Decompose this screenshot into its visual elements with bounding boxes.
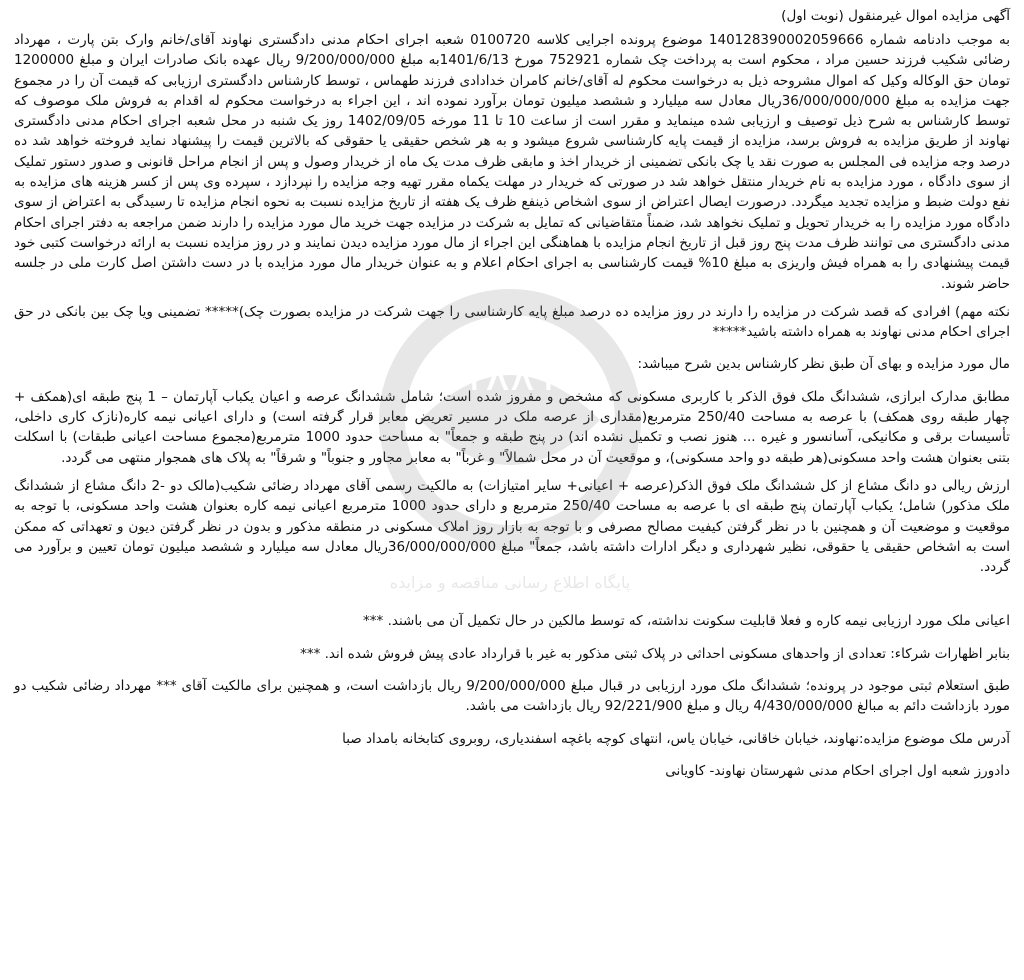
property-description-1: مطابق مدارک ابرازی، ششدانگ ملک فوق الذکر با کاربری مسکونی که مشخص و مفروز شده است؛ شامل ششدانگ عرصه و اعیان یکباب آپارتمان – 1 پنج طبقه ای(همکف + چهار طبقه روی همکف) با عرصه به مساحت 250/40 مترمربع(مقداری از عرصه ملک در مسیر تعریض معابر قرار گرفته است) و دارای اعیانی نیمه کاره(نازک کاری داخلی، تأسیسات برقی و مکانیکی، آسانسور و غیره ... هنوز نصب و تکمیل نشده اند) در پنج طبقه و جمعاً" به مساحت حدود 1000 مترمربع(مجموع مساحت اعیانی طبقات) با اسکلت بتنی بعنوان هشت واحد مسکونی(هر طبقه دو واحد مسکونی)، و موقعیت آن در محل شمالاً" و غرباً" به معابر مجاور و جنوباً" و شرقاً" به پلاک های همجوار منتهی می گردد.	[14, 388, 1010, 466]
note-registry: طبق استعلام ثبتی موجود در پرونده؛ ششدانگ ملک مورد ارزیابی در قبال مبلغ 9/200/000/000 ریال بازداشت است، و همچنین برای مالکیت آقای *** مهرداد رضائی شکیب دو مورد بازداشت دائم به مبالغ 4/430/000/000 ریال و مبلغ 92/221/900 ریال بازداشت می باشد.	[14, 678, 1010, 715]
note-partners: بنابر اظهارات شرکاء: تعدادی از واحدهای مسکونی احداثی در پلاک ثبتی مذکور به غیر با قرارداد عادی پیش فروش شده اند. ***	[300, 645, 1010, 662]
subject-heading: مال مورد مزایده و بهای آن طبق نظر کارشناس بدین شرح میباشد:	[637, 356, 1010, 373]
property-address: آدرس ملک موضوع مزایده:نهاوند، خیابان خاقانی، خیابان یاس، انتهای کوچه باغچه اسفندیاری، روبروی کتابخانه بامداد صبا	[342, 730, 1010, 747]
property-description-2: ارزش ریالی دو دانگ مشاع از کل ششدانگ ملک فوق الذکر(عرصه + اعیانی+ سایر امتیازات) به مالکیت رسمی آقای مهرداد رضائی شکیب(مالک دو -2 دانگ مشاع از ششدانگ ملک مذکور) شامل؛ یکباب آپارتمان پنج طبقه ای با عرصه به مساحت 250/40 مترمربع و دارای حدود 1000 مترمربع اعیانی نیمه کاره بعنوان هشت واحد مسکونی، با توجه به موقعیت و موضعیت آن و همچنین با در نظر گرفتن کیفیت مصالح مصرفی و با توجه به بازار روز املاک مسکونی در منطقه مذکور و بدون در نظر گرفتن دیون و تعهداتی که ممکن است به اشخاص حقیقی یا حقوقی، نظیر شهرداری و دیگر ادارات داشته باشد، جمعاً" مبلغ 36/000/000/000ریال معادل سه میلیارد و ششصد میلیون تومان تعیین و برآورد می گردد.	[14, 477, 1011, 576]
watermark-text: پایگاه اطلاع رسانی مناقصه و مزایده	[389, 573, 631, 592]
signature: دادورز شعبه اول اجرای احکام مدنی شهرستان نهاوند- کاویانی	[665, 762, 1010, 779]
page-title: آگهی مزایده اموال غیرمنقول (نوبت اول)	[781, 8, 1010, 24]
note-unfinished-building: اعیانی ملک مورد ارزیابی نیمه کاره و فعلا قابلیت سکونت نداشته، که توسط مالکین در حال تکمیل آن می باشند. ***	[363, 613, 1010, 630]
watermark-numerals: ۱۸۸۱	[460, 347, 560, 401]
important-note: نکته مهم) افرادی که قصد شرکت در مزایده را دارند در روز مزایده ده درصد مبلغ پایه کارشناسی را جهت شرکت در مزایده بصورت چک)***** تضمینی ویا چک بین بانکی در حق اجرای احکام مدنی نهاوند به همراه داشته باشید*****	[14, 303, 1010, 341]
intro-paragraph: به موجب دادنامه شماره 140128390002059666 موضوع پرونده اجرایی کلاسه 0100720 شعبه اجرای احکام مدنی دادگستری نهاوند آقای/خانم وارک بتن پارت ، مهرداد رضائی شکیب فرزند حسین مراد ، محکوم است به پرداخت چک شماره 752921 مورخ 1401/6/13به مبلغ 9/200/000/000 ریال عهده بانک صادرات ایران و مبلغ 1200000 تومان حق الوکاله وکیل که اموال مشروحه ذیل به درخواست محکوم له آقای/خانم کامران خدادادی فرزند طهماس ، توسط کارشناس دادگستری ارزیابی که قیمت آن را در مجموع جهت مزایده به مبلغ 36/000/000/000ریال معادل سه میلیارد و ششصد میلیون تومان برآورد نموده اند ، این اجراء به درخواست محکوم له اقدام به فروش ملک موصوف که توسط کارشناس به شرح ذیل توصیف و ارزیابی شده مینماید و مقرر است از ساعت 10 تا 11 مورخه 1402/09/05 روز یک شنبه در محل شعبه اجرای احکام مدنی دادگستری نهاوند از طریق مزایده به فروش برسد، مزایده از قیمت پایه کارشناسی شروع میشود و به هر شخص حقیقی یا حقوقی که بالاترین قیمت را پیشنهاد نماید فروخته خواهد شد ده درصد وجه مزایده فی المجلس به صورت نقد یا چک بانکی تضمینی از خریدار اخذ و مابقی ظرف مدت یک ماه از خریدار وصول و پس از انجام مراحل قانونی و صدور دستور تملیک از سوی دادگاه ، مورد مزایده به نام خریدار منتقل خواهد شد در صورتی که خریدار در مهلت یکماه مقرر تهیه وجه مزایده را نپردازد ، سپرده وی پس از کسر هزینه های مزایده به نفع دولت ضبط و مزایده تجدید میگردد. درصورت ایصال اعتراض از سوی اشخاص ذینفع ظرف یک هفته از تاریخ مزایده نسبت به نحوه انجام مزایده تا رسیدگی به اعتراض از سوی دادگاه مورد مزایده را به خریدار تحویل و تملیک نخواهد شد، ضمناً متقاضیانی که تمایل به شرکت در مزایده جهت خرید مال مورد مزایده را دارند ضمن مراجعه به دفتر اجرای احکام مدنی دادگستری می توانند ظرف مدت پنج روز قبل از تاریخ انجام مزایده با هماهنگی این اجراء از مال مورد مزایده دیدن نمایند و در روز مزایده نسبت به ارائه درخواست کتبی خود قیمت پیشنهادی را به همراه فیش واریزی به مبلغ 10% قیمت کارشناسی به اجرای احکام اعلام و به عنوان خریدار مال مورد مزایده با در دست داشتن اصل کارت ملی در جلسه حاضر شوند.	[14, 32, 1011, 292]
